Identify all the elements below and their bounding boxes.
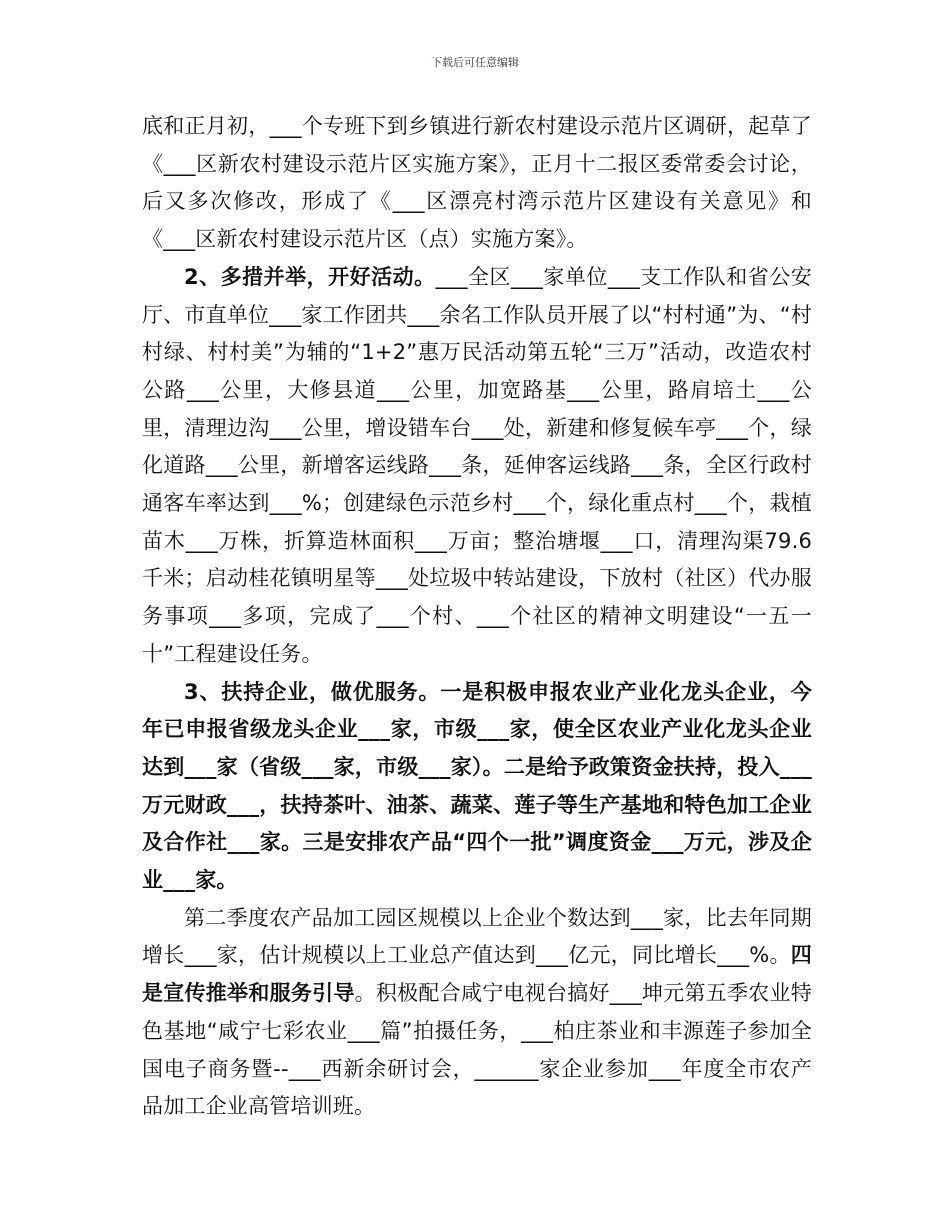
paragraph-4-text-continued: 。积极配合咸宁电视台搞好___坤元第五季农业特色基地“咸宁七彩农业___篇”拍摄任务，___柏庄茶业和丰源莲子参加全国电子商务暨--___西新余研讨会，______家企业参加___年度全市农产品加工企业高管培训班。 — [142, 981, 812, 1119]
paragraph-1-text: 底和正月初，___个专班下到乡镇进行新农村建设示范片区调研，起草了《___区新农村建设示范片区实施方案》，正月十二报区委常委会讨论，后又多次修改，形成了《___区漂亮村湾示范片区建设有关意见》和《___区新农村建设示范片区（点）实施方案》。 — [142, 114, 812, 252]
paragraph-3 — [142, 674, 812, 900]
paragraph-3-text: 3、扶持企业，做优服务。一是积极申报农业产业化龙头企业，今年已申报省级龙头企业___家，市级___家，使全区农业产业化龙头企业达到___家（省级___家，市级___家）。二是给予政策资金扶持，投入___万元财政___，扶持茶叶、油茶、蔬菜、莲子等生产基地和特色加工企业及合作社___家。三是安排农产品“四个一批”调度资金___万元，涉及企业___家。 — [142, 679, 812, 893]
paragraph-4 — [142, 900, 812, 1126]
paragraph-2-heading: 2、多措并举，开好活动。 — [184, 264, 436, 289]
paragraph-2 — [142, 259, 812, 674]
paragraph-1 — [142, 108, 812, 259]
page-header: 下载后可任意编辑 — [431, 56, 519, 69]
paragraph-2-text: ___全区___家单位___支工作队和省公安厅、市直单位___家工作团共___余名工作队员开展了以“村村通”为、“村村绿、村村美”为辅的“1+2”惠万民活动第五轮“三万”活动，改造农村公路___公里，大修县道___公里，加宽路基___公里，路肩培土___公里，清理边沟___公里，增设错车台___处，新建和修复候车亭___个，绿化道路___公里，新增客运线路___条，延伸客运线路___条，全区行政村通客车率达到___%；创建绿色示范乡村___个，绿化重点村___个，栽植苗木___万株，折算造林面积___万亩；整治塘堰___口，清理沟渠79.6千米；启动桂花镇明星等___处垃圾中转站建设，下放村（社区）代办服务事项___多项，完成了___个村、___个社区的精神文明建设“一五一十”工程建设任务。 — [142, 264, 812, 666]
paragraph-4-heading: 四是宣传推举和服务引导 — [142, 943, 812, 1006]
document-body — [142, 108, 812, 1126]
paragraph-4-text: 第二季度农产品加工园区规模以上企业个数达到___家，比去年同期增长___家，估计规模以上工业总产值达到___亿元，同比增长___%。 — [142, 905, 812, 968]
